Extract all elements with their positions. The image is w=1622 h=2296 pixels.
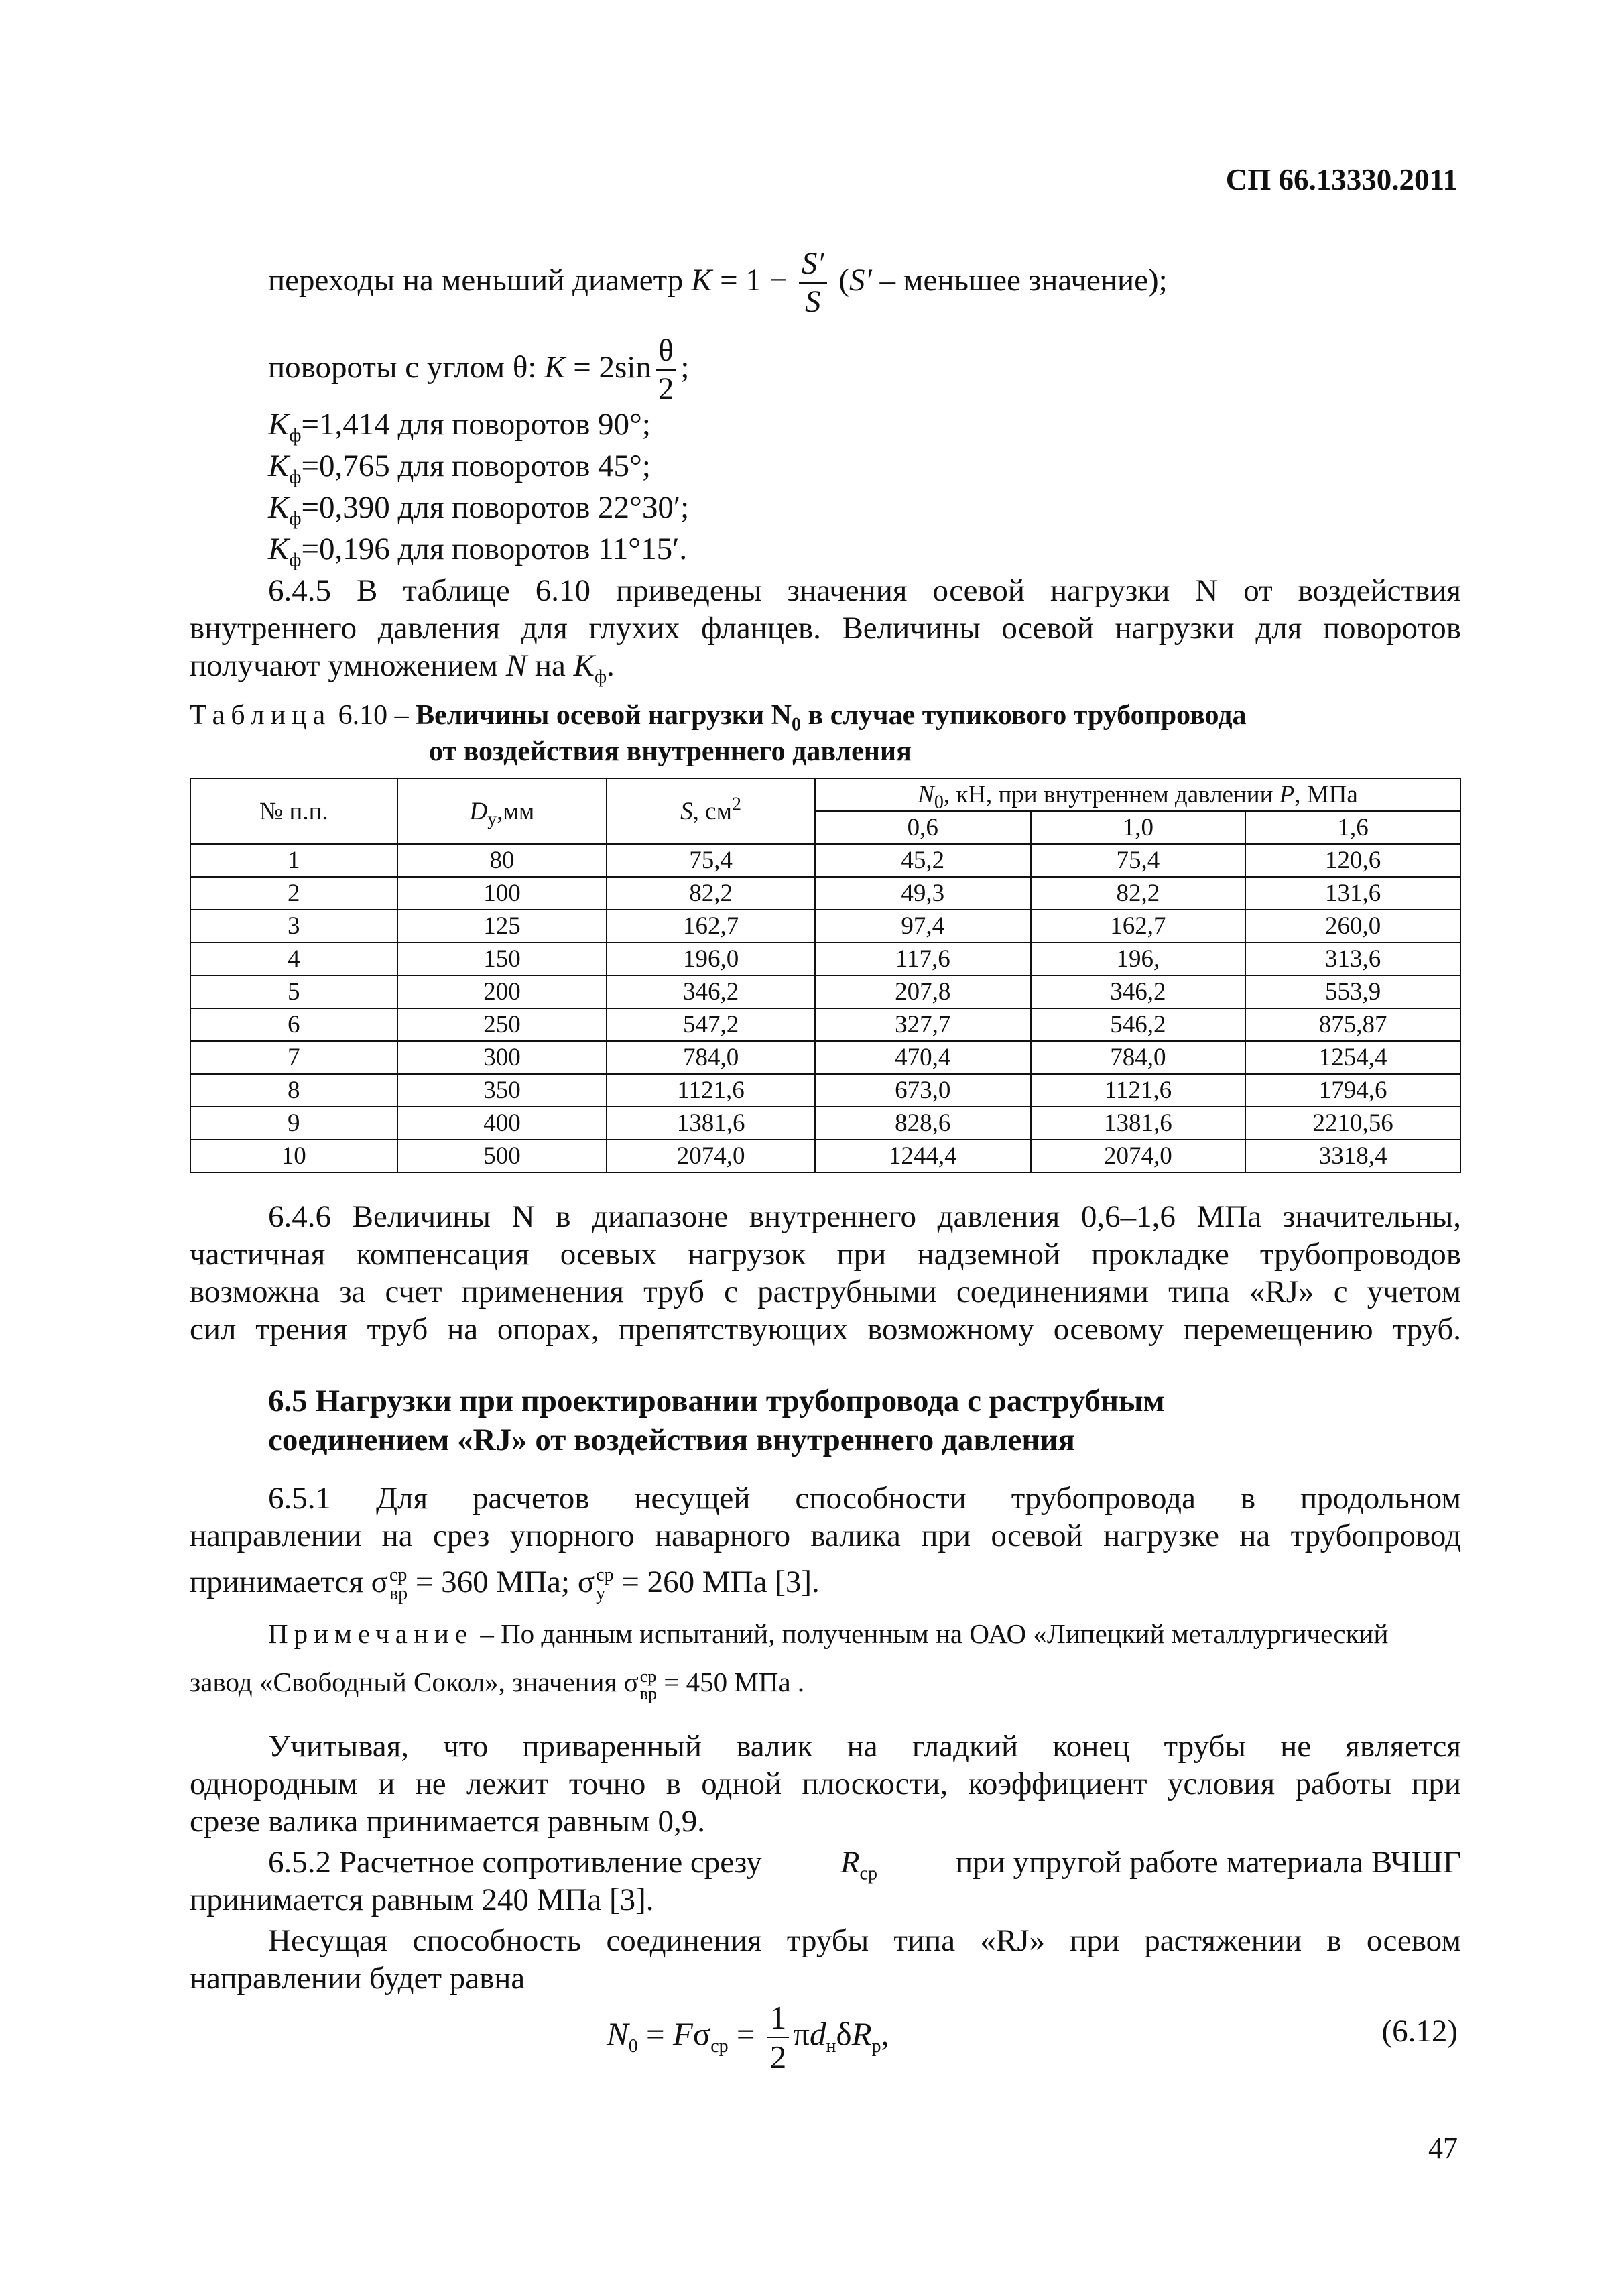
text: при упругой работе материала ВЧШГ xyxy=(956,1845,1461,1880)
section-65-title: соединением «RJ» от воздействия внутреннего давления xyxy=(268,1423,1075,1457)
kf-text: =0,196 для поворотов 11°15′. xyxy=(301,532,688,566)
table-cell: 2074,0 xyxy=(1031,1140,1246,1172)
k-var: K xyxy=(573,648,595,683)
header-s xyxy=(607,778,815,844)
caption-label: Таблица xyxy=(190,700,332,731)
table-cell: 75,4 xyxy=(1031,844,1246,877)
table-cell: 125 xyxy=(397,910,607,943)
paragraph-645-line: внутреннего давления для глухих фланцев. Величины осевой нагрузки для поворотов xyxy=(190,611,1461,646)
table-row xyxy=(190,1107,1460,1140)
sigma-indices xyxy=(389,1566,408,1604)
paragraph-646-line: сил трения труб на опорах, препятствующих возможному осевому перемещению труб. xyxy=(190,1312,1461,1347)
paragraph-weld-line: срезе валика принимается равным 0,9. xyxy=(190,1804,706,1839)
fraction-denominator: 2 xyxy=(658,371,674,406)
sigma: σ xyxy=(692,2015,711,2053)
kf-item xyxy=(268,487,689,528)
kf-item xyxy=(268,404,651,444)
fraction-theta xyxy=(656,335,677,405)
table-cell: 2 xyxy=(190,877,397,910)
table-cell: 500 xyxy=(397,1140,607,1172)
note-text: завод «Свободный Сокол», значения σ xyxy=(190,1667,639,1697)
table-row xyxy=(190,943,1460,975)
table-cell: 80 xyxy=(397,844,607,877)
table-cell: 9 xyxy=(190,1107,397,1140)
n0-sub: 0 xyxy=(934,792,944,813)
header-dy xyxy=(397,778,607,844)
pressure-header: 1,0 xyxy=(1031,811,1246,844)
fraction-half xyxy=(767,2001,790,2073)
smaller-value-note: – меньшее значение); xyxy=(871,262,1168,298)
kf-item xyxy=(268,446,651,486)
formula-612 xyxy=(607,2001,889,2073)
table-cell: 346,2 xyxy=(607,975,815,1008)
table-cell: 784,0 xyxy=(607,1041,815,1074)
table-cell: 1121,6 xyxy=(1031,1074,1246,1107)
paragraph-weld-line: однородным и не лежит точно в одной плоскости, коэффициент условия работы при xyxy=(190,1766,1461,1801)
paragraph-651-line xyxy=(190,1562,820,1604)
table-cell: 1244,4 xyxy=(815,1140,1031,1172)
note-label: Примечание xyxy=(268,1618,474,1649)
sigma-sup: ср xyxy=(596,1565,614,1586)
caption-subscript: 0 xyxy=(792,714,802,735)
table-cell: 1121,6 xyxy=(607,1074,815,1107)
table-cell: 828,6 xyxy=(815,1107,1031,1140)
kf-symbol: K xyxy=(268,490,290,525)
note-text: = 450 МПа . xyxy=(657,1667,805,1697)
kf-subscript: ф xyxy=(289,508,302,530)
n-var: N xyxy=(607,2015,629,2053)
dy-sub: у xyxy=(487,808,497,829)
sigma-sub: вр xyxy=(389,1583,408,1605)
table-row xyxy=(190,975,1460,1008)
f-var: F xyxy=(672,2015,693,2053)
comma: , xyxy=(881,2015,889,2053)
table-cell: 10 xyxy=(190,1140,397,1172)
n-var: N xyxy=(505,648,527,683)
table-cell: 1794,6 xyxy=(1245,1074,1460,1107)
document-code: СП 66.13330.2011 xyxy=(1225,163,1458,196)
p-var: P xyxy=(1279,781,1295,808)
paragraph-capacity-line: направлении будет равна xyxy=(190,1961,525,1996)
table-cell: 196,0 xyxy=(607,943,815,975)
table-row xyxy=(190,877,1460,910)
table-cell: 350 xyxy=(397,1074,607,1107)
n-sub: 0 xyxy=(628,2036,638,2057)
table-cell: 400 xyxy=(397,1107,607,1140)
pi: π xyxy=(793,2015,810,2053)
table-cell: 100 xyxy=(397,877,607,910)
table-row xyxy=(190,1008,1460,1041)
table-cell: 346,2 xyxy=(1031,975,1246,1008)
fraction-s-prime xyxy=(799,248,827,318)
table-cell: 82,2 xyxy=(1031,877,1246,910)
table-cell: 313,6 xyxy=(1245,943,1460,975)
page-number: 47 xyxy=(1428,2132,1458,2165)
section-65-title: 6.5 Нагрузки при проектировании трубопровода с раструбным xyxy=(268,1384,1165,1418)
table-cell: 3 xyxy=(190,910,397,943)
table-cell: 1 xyxy=(190,844,397,877)
dy-unit: ,мм xyxy=(497,797,535,825)
formula-turn-line xyxy=(268,335,689,405)
sigma-sub: у xyxy=(596,1583,606,1605)
table-cell: 2210,56 xyxy=(1245,1107,1460,1140)
pressure-header: 1,6 xyxy=(1245,811,1460,844)
s-sup: 2 xyxy=(732,794,742,815)
table-cell: 547,2 xyxy=(607,1008,815,1041)
group-unit: , МПа xyxy=(1294,781,1358,808)
dy-var: D xyxy=(469,797,488,825)
table-cell: 150 xyxy=(397,943,607,975)
table-caption-line2: от воздействия внутреннего давления xyxy=(429,736,912,767)
paragraph-651-line: 6.5.1 Для расчетов несущей способности трубопровода в продольном xyxy=(268,1481,1461,1516)
table-cell: 200 xyxy=(397,975,607,1008)
table-cell: 553,9 xyxy=(1245,975,1460,1008)
r-sub: р xyxy=(871,2036,881,2057)
formula-k: K xyxy=(544,349,566,385)
table-cell: 470,4 xyxy=(815,1041,1031,1074)
formula-k: K xyxy=(690,262,712,298)
delta: δ xyxy=(836,2015,852,2053)
paragraph-652-line: принимается равным 240 МПа [3]. xyxy=(190,1882,654,1917)
table-cell: 6 xyxy=(190,1008,397,1041)
header-num: № п.п. xyxy=(190,778,397,844)
s-prime-var: S′ xyxy=(849,262,872,298)
turn-text: повороты с углом θ: xyxy=(268,349,545,385)
equals: = xyxy=(637,2015,673,2053)
kf-symbol: K xyxy=(268,532,290,566)
table-cell: 196, xyxy=(1031,943,1246,975)
table-cell: 49,3 xyxy=(815,877,1031,910)
r-var: R xyxy=(851,2015,872,2053)
table-cell: 162,7 xyxy=(607,910,815,943)
note-line xyxy=(268,1616,1388,1652)
table-cell: 45,2 xyxy=(815,844,1031,877)
table-cell: 97,4 xyxy=(815,910,1031,943)
axial-load-table xyxy=(190,778,1461,1173)
paragraph-652-line xyxy=(268,1842,1461,1882)
table-row xyxy=(190,1041,1460,1074)
table-cell: 117,6 xyxy=(815,943,1031,975)
table-cell: 2074,0 xyxy=(607,1140,815,1172)
period: . xyxy=(607,648,615,683)
fraction-numerator: 1 xyxy=(767,2001,790,2038)
kf-text: =1,414 для поворотов 90°; xyxy=(301,407,651,442)
fraction-denominator: S xyxy=(804,284,821,319)
sigma-sub: вр xyxy=(639,1683,658,1703)
table-cell: 3318,4 xyxy=(1245,1140,1460,1172)
semicolon: ; xyxy=(680,349,690,385)
text: 6.5.2 Расчетное сопротивление срезу xyxy=(268,1845,762,1880)
table-cell: 546,2 xyxy=(1031,1008,1246,1041)
table-cell: 4 xyxy=(190,943,397,975)
s-var: S xyxy=(680,797,693,825)
paragraph-646-line: возможна за счет применения труб с раструбными соединениями типа «RJ» с учетом xyxy=(190,1274,1461,1309)
table-cell: 207,8 xyxy=(815,975,1031,1008)
kf-text: =0,765 для поворотов 45°; xyxy=(301,448,651,483)
paragraph-capacity-line: Несущая способность соединения трубы типа «RJ» при растяжении в осевом xyxy=(268,1923,1461,1958)
paragraph-646-line: 6.4.6 Величины N в диапазоне внутреннего давления 0,6–1,6 МПа значительны, xyxy=(268,1199,1461,1234)
note-line xyxy=(190,1664,804,1703)
equals: = xyxy=(728,2015,763,2053)
table-cell: 82,2 xyxy=(607,877,815,910)
formula-sin: = 2sin xyxy=(565,349,651,385)
paragraph-645-line: 6.4.5 В таблице 6.10 приведены значения осевой нагрузки N от воздействия xyxy=(268,573,1461,608)
table-cell: 300 xyxy=(397,1041,607,1074)
fraction-numerator: S′ xyxy=(799,248,827,284)
formula-number: (6.12) xyxy=(1381,2014,1458,2049)
fraction-denominator: 2 xyxy=(769,2039,787,2075)
paragraph-646-line: частичная компенсация осевых нагрузок при надземной прокладке трубопроводов xyxy=(190,1237,1461,1272)
table-cell: 8 xyxy=(190,1074,397,1107)
group-text: , кН, при внутреннем давлении xyxy=(943,781,1280,808)
fraction-numerator: θ xyxy=(656,335,677,371)
table-header-row xyxy=(190,778,1460,811)
table-cell: 875,87 xyxy=(1245,1008,1460,1041)
table-cell: 5 xyxy=(190,975,397,1008)
sigma-sup: ср xyxy=(639,1666,657,1686)
kf-symbol: K xyxy=(268,407,290,442)
kf-text: =0,390 для поворотов 22°30′; xyxy=(301,490,690,525)
sigma-sup: ср xyxy=(389,1565,408,1586)
sigma-indices xyxy=(640,1668,657,1703)
table-cell: 1254,4 xyxy=(1245,1041,1460,1074)
table-cell: 131,6 xyxy=(1245,877,1460,910)
d-var: d xyxy=(810,2015,826,2053)
text: = 360 МПа; σ xyxy=(408,1565,595,1599)
table-row xyxy=(190,910,1460,943)
sigma-sub: ср xyxy=(710,2036,729,2057)
text: на xyxy=(527,648,574,683)
table-cell: 260,0 xyxy=(1245,910,1460,943)
table-cell: 327,7 xyxy=(815,1008,1031,1041)
kf-symbol: K xyxy=(268,448,290,483)
kf-subscript: ф xyxy=(289,425,302,446)
r-var: R xyxy=(840,1845,860,1880)
formula-transition-line xyxy=(268,248,1168,318)
table-row xyxy=(190,844,1460,877)
caption-title: Величины осевой нагрузки N xyxy=(416,700,792,731)
r-sub: ср xyxy=(859,1863,877,1884)
caption-title-end: в случае тупикового трубопровода xyxy=(801,700,1247,731)
table-cell: 1381,6 xyxy=(1031,1107,1246,1140)
text: принимается σ xyxy=(190,1565,388,1599)
table-cell: 75,4 xyxy=(607,844,815,877)
caption-number: 6.10 – xyxy=(331,700,416,731)
table-cell: 673,0 xyxy=(815,1074,1031,1107)
paragraph-651-line: направлении на срез упорного наварного валика при осевой нагрузке на трубопровод xyxy=(190,1518,1461,1553)
n0-var: N xyxy=(918,781,934,808)
paren-open: ( xyxy=(830,262,850,298)
table-cell: 162,7 xyxy=(1031,910,1246,943)
pressure-header: 0,6 xyxy=(815,811,1031,844)
formula-eq: = 1 − xyxy=(712,262,795,298)
table-caption xyxy=(190,697,1247,733)
table-cell: 7 xyxy=(190,1041,397,1074)
k-subscript: ф xyxy=(594,666,607,688)
table-row xyxy=(190,1074,1460,1107)
text: = 260 МПа [3]. xyxy=(613,1565,820,1599)
paragraph-weld-line: Учитывая, что приваренный валик на гладкий конец трубы не является xyxy=(268,1729,1461,1764)
table-cell: 1381,6 xyxy=(607,1107,815,1140)
kf-item xyxy=(268,529,687,569)
kf-subscript: ф xyxy=(289,467,302,488)
table-cell: 784,0 xyxy=(1031,1041,1246,1074)
table-cell: 250 xyxy=(397,1008,607,1041)
header-group xyxy=(815,778,1460,811)
table-row xyxy=(190,1140,1460,1172)
note-text: – По данным испытаний, полученным на ОАО «Липецкий металлургический xyxy=(473,1618,1389,1649)
transition-text: переходы на меньший диаметр xyxy=(268,262,691,298)
kf-subscript: ф xyxy=(289,550,302,571)
table-cell: 120,6 xyxy=(1245,844,1460,877)
paragraph-645-line xyxy=(190,646,615,686)
d-sub: н xyxy=(826,2036,836,2057)
text: получают умножением xyxy=(190,648,506,683)
sigma-indices xyxy=(596,1566,613,1604)
s-unit: , см xyxy=(692,797,733,825)
